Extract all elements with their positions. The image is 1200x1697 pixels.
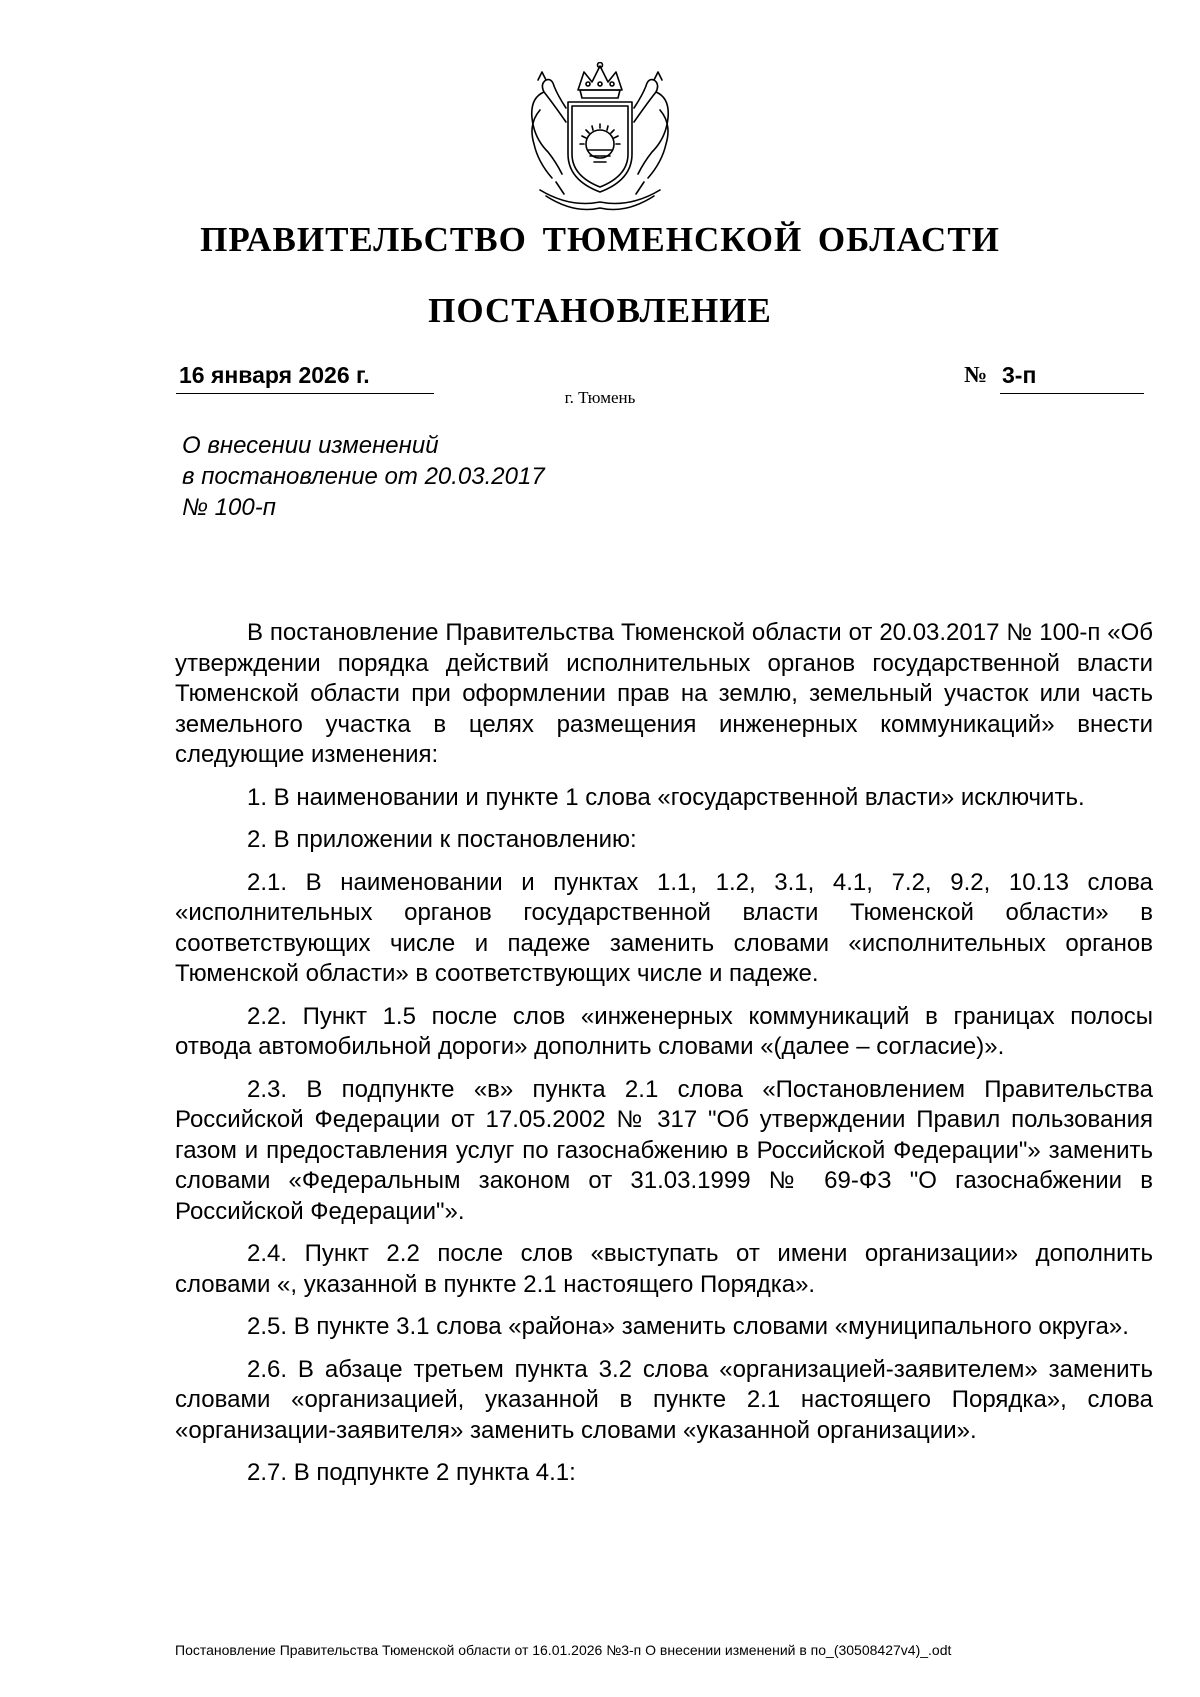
coat-of-arms-icon [500,62,700,218]
body-paragraph: 2. В приложении к постановлению: [247,826,637,853]
body-paragraph: 2.2. Пункт 1.5 после слов «инженерных коммуникаций в границах полосы отвода автомобильной дороги» дополнить словами «(далее – согласие)». [175,1002,1153,1060]
subject-line: № 100-п [182,494,276,521]
body-paragraph: 2.6. В абзаце третьем пункта 3.2 слова «организацией-заявителем» заменить словами «организацией, указанной в пункте 2.1 настоящего Порядка», слова «организации-заявителя» заменить словами «указанной организации». [175,1355,1153,1444]
body-paragraph: 2.7. В подпункте 2 пункта 4.1: [247,1459,576,1486]
document-body [175,618,1153,1501]
subject-line: О внесении изменений [182,432,439,459]
page-footer: Постановление Правительства Тюменской области от 16.01.2026 №3-п О внесении изменений в по_(30508427v4)_.odt [175,1642,952,1658]
body-paragraph: В постановление Правительства Тюменской области от 20.03.2017 № 100-п «Об утверждении порядка действий исполнительных органов государственной власти Тюменской области при оформлении прав на землю, земельный участок или часть земельного участка в целях размещения инженерных коммуникаций» внести следующие изменения: [175,619,1153,768]
number-sign: № [964,362,988,387]
body-paragraph: 2.1. В наименовании и пунктах 1.1, 1.2, 3.1, 4.1, 7.2, 9.2, 10.13 слова «исполнительных органов государственной власти Тюменской области» в соответствующих числе и падеже заменить словами «исполнительных органов Тюменской области» в соответствующих числе и падеже. [175,868,1153,987]
subject-line: в постановление от 20.03.2017 [182,463,545,490]
document-city: г. Тюмень [564,388,636,407]
body-paragraph: 2.5. В пункте 3.1 слова «района» заменить словами «муниципального округа». [247,1313,1129,1340]
body-paragraph: 2.4. Пункт 2.2 после слов «выступать от имени организации» дополнить словами «, указанной в пункте 2.1 настоящего Порядка». [175,1240,1153,1298]
document-date: 16 января 2026 г. [176,358,434,394]
organization-title: ПРАВИТЕЛЬСТВО ТЮМЕНСКОЙ ОБЛАСТИ [200,220,1000,259]
document-subject [182,430,545,523]
document-number: 3-п [1000,358,1144,394]
body-paragraph: 2.3. В подпункте «в» пункта 2.1 слова «Постановлением Правительства Российской Федерации от 17.05.2002 № 317 "Об утверждении Правил пользования газом и предоставления услуг по газоснабжению в Российской Федерации"» заменить словами «Федеральным законом от 31.03.1999 № 69-ФЗ "О газоснабжении в Российской Федерации"». [175,1075,1153,1225]
document-number-row [964,358,1144,394]
body-paragraph: 1. В наименовании и пункте 1 слова «государственной власти» исключить. [247,783,1085,811]
document-type-heading: ПОСТАНОВЛЕНИЕ [428,291,772,330]
